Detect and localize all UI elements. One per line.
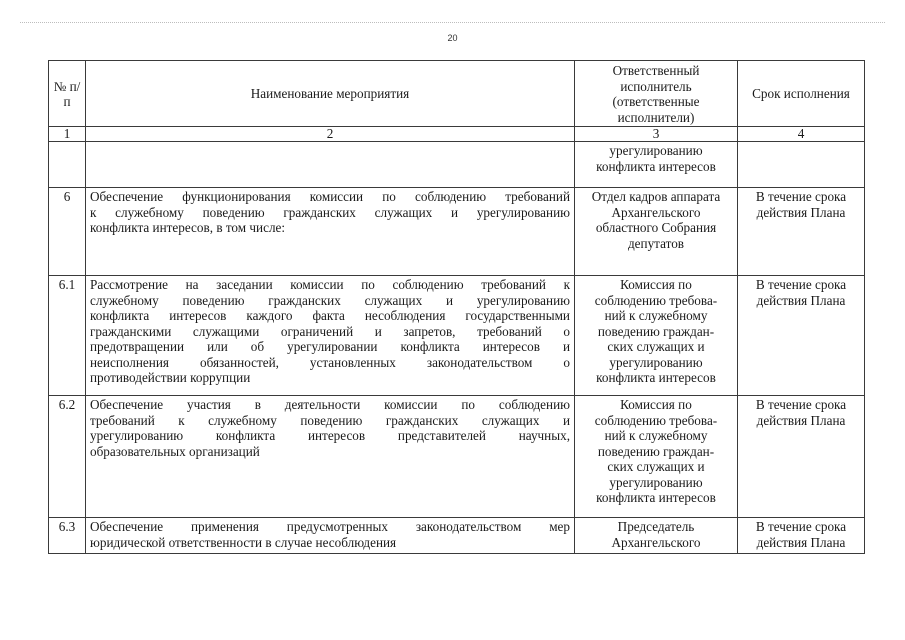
responsible-line: урегулированию [609, 143, 703, 158]
responsible-line: урегулированию [609, 354, 703, 370]
header-responsible [575, 61, 738, 127]
measure-name-line: Обеспечение участия в деятельности комиссии по соблюдению [90, 397, 570, 412]
measure-name-line: конфликта интересов, в том числе: [90, 220, 286, 235]
measure-name-line: противодействии коррупции [90, 370, 251, 385]
row-number: 6.3 [49, 518, 86, 554]
row-number: 6.1 [49, 276, 86, 396]
column-index-row [49, 127, 865, 142]
measure-name-line: неисполнения обязанностей, установленных законодательством о [90, 354, 570, 370]
measure-name-line: Обеспечение функционирования комиссии по соблюдению требований [90, 189, 570, 204]
row-number [49, 142, 86, 188]
term-line: В течение срока [755, 189, 847, 204]
table-row [49, 396, 865, 518]
header-term: Срок исполнения [738, 61, 865, 127]
table-row [49, 518, 865, 554]
column-index: 4 [738, 127, 865, 142]
term-line: В течение срока [755, 277, 847, 292]
header-responsible-line: исполнитель [620, 78, 692, 94]
responsible-line: конфликта интересов [596, 158, 716, 174]
header-responsible-line: Ответственный [612, 63, 700, 78]
measures-table [48, 60, 865, 554]
responsible-executor [575, 276, 738, 396]
measure-name-line: юридической ответственности в случае несоблюдения [90, 534, 397, 550]
responsible-line: Комиссия по [620, 397, 692, 412]
measure-name-line: Обеспечение применения предусмотренных законодательством мер [90, 519, 570, 534]
responsible-executor [575, 518, 738, 554]
page-top-border [20, 22, 885, 23]
column-index: 1 [49, 127, 86, 142]
measure-name-line: урегулированию конфликта интересов представителей научных, [90, 428, 570, 443]
responsible-line: областного Собрания [595, 220, 717, 235]
table-row [49, 142, 865, 188]
term-line: действия Плана [756, 534, 846, 550]
execution-term [738, 142, 865, 188]
responsible-line: урегулированию [609, 474, 703, 490]
measure-name-line: Рассмотрение на заседании комиссии по соблюдению требований к [90, 277, 570, 292]
responsible-line: ний к служебному [604, 428, 708, 443]
measure-name-line: служебному поведению гражданских служащих и урегулированию [90, 292, 570, 308]
responsible-line: поведению граждан- [597, 323, 715, 339]
term-line: действия Плана [756, 292, 846, 308]
responsible-executor [575, 396, 738, 518]
term-line: В течение срока [755, 397, 847, 412]
execution-term [738, 276, 865, 396]
responsible-executor [575, 188, 738, 276]
measure-name [86, 518, 575, 554]
responsible-executor [575, 142, 738, 188]
responsible-line: ских служащих и [607, 459, 705, 474]
measure-name-line: образовательных организаций [90, 443, 260, 459]
term-line: В течение срока [755, 519, 847, 534]
table-row [49, 276, 865, 396]
measure-name [86, 396, 575, 518]
responsible-line: поведению граждан- [597, 443, 715, 459]
execution-term [738, 396, 865, 518]
page-number: 20 [447, 33, 458, 43]
table-header-row [49, 61, 865, 127]
term-line: действия Плана [756, 204, 846, 220]
measure-name [86, 276, 575, 396]
responsible-line: Комиссия по [620, 277, 692, 292]
measure-name-line: требований к служебному поведению гражданских служащих и [90, 412, 570, 428]
measure-name-line: гражданскими служащими ограничений и запретов, требований о [90, 323, 570, 339]
responsible-line: соблюдению требова- [594, 412, 718, 428]
measure-name [86, 188, 575, 276]
responsible-line: Отдел кадров аппарата [591, 189, 721, 204]
responsible-line: ских служащих и [607, 339, 705, 354]
measure-name-line: конфликта интересов каждого факта несоблюдения государственными [90, 308, 570, 323]
responsible-line: ний к служебному [604, 308, 708, 323]
table-row [49, 188, 865, 276]
responsible-line: Архангельского [611, 534, 701, 550]
responsible-line: депутатов [627, 235, 685, 251]
header-responsible-line: исполнители) [617, 109, 695, 125]
responsible-line: соблюдению требова- [594, 292, 718, 308]
measure-name-line: к служебному поведению гражданских служащих и урегулированию [90, 204, 570, 220]
execution-term [738, 188, 865, 276]
measure-name [86, 142, 575, 188]
row-number: 6.2 [49, 396, 86, 518]
header-responsible-line: (ответственные [612, 94, 700, 109]
column-index: 2 [86, 127, 575, 142]
responsible-line: Архангельского [611, 204, 701, 220]
header-num: № п/п [49, 61, 86, 127]
responsible-line: конфликта интересов [596, 490, 716, 505]
term-line: действия Плана [756, 412, 846, 428]
column-index: 3 [575, 127, 738, 142]
row-number: 6 [49, 188, 86, 276]
header-name: Наименование мероприятия [86, 61, 575, 127]
responsible-line: Председатель [617, 519, 695, 534]
execution-term [738, 518, 865, 554]
measure-name-line: предотвращении или об урегулировании конфликта интересов и [90, 339, 570, 354]
responsible-line: конфликта интересов [596, 370, 716, 385]
